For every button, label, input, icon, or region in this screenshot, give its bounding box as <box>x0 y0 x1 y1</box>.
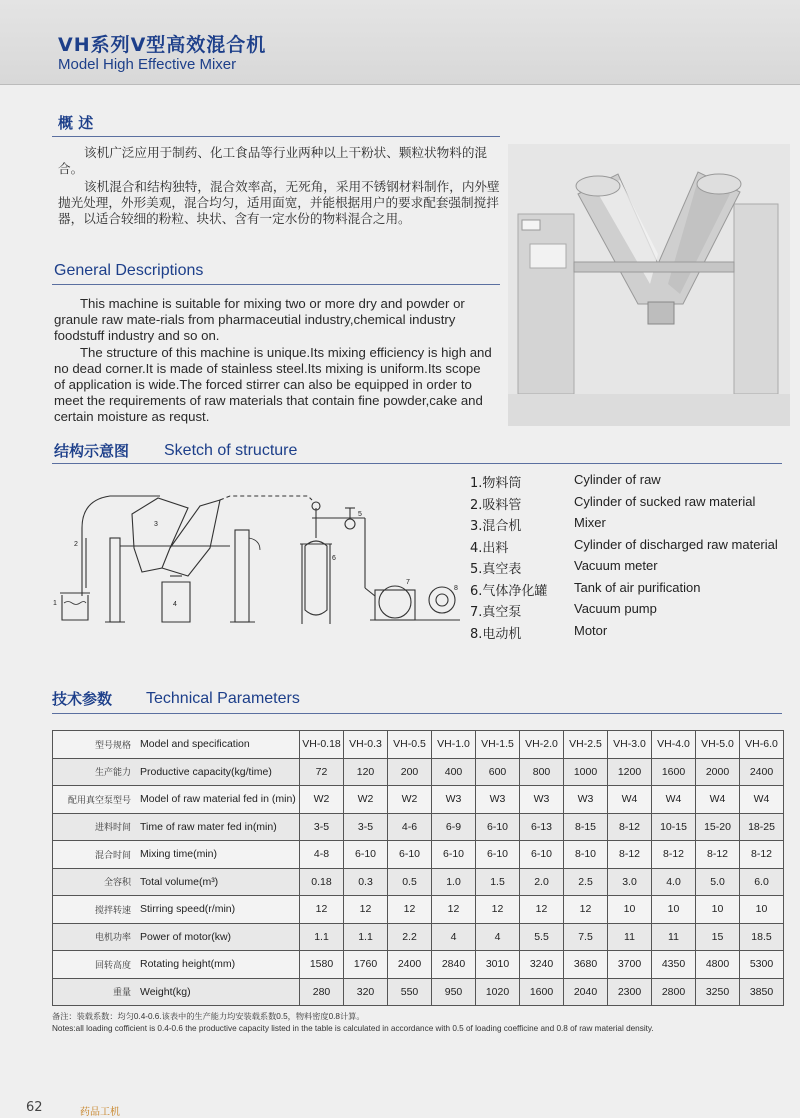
table-cell: W4 <box>740 786 784 814</box>
row-label-en: Time of raw mater fed in(min) <box>135 813 300 841</box>
sketch-label-4: 4 <box>173 601 177 608</box>
general-para-1: This machine is suitable for mixing two or more dry and powder or granule raw mate-rials from pharmaceutial industry,chemical industry foodstuff industry and so on. <box>54 296 465 344</box>
legend-item <box>468 494 788 514</box>
table-cell: 2000 <box>696 758 740 786</box>
table-cell: 15-20 <box>696 813 740 841</box>
legend-item-en: Vacuum meter <box>574 558 658 573</box>
table-cell: 12 <box>300 896 344 924</box>
row-label-en: Rotating height(mm) <box>135 951 300 979</box>
row-label-en: Model and specification <box>135 731 300 759</box>
table-cell: 3-5 <box>344 813 388 841</box>
table-cell: VH-6.0 <box>740 731 784 759</box>
row-label-en: Power of motor(kw) <box>135 923 300 951</box>
table-cell: VH-2.0 <box>520 731 564 759</box>
general-para-2: The structure of this machine is unique.Its mixing efficiency is high and no dead corner.It is made of stainless steel.Its mixing is uniform.Its scope of application is wide.The forced stirrer can also be equipped in order to meet the requirements of raw materials that contain fine powder,cake and certain moisture as requst. <box>54 344 492 425</box>
table-cell: 10 <box>608 896 652 924</box>
table-cell: 3700 <box>608 951 652 979</box>
table-row <box>53 758 784 786</box>
table-cell: 10 <box>696 896 740 924</box>
table-cell: 0.5 <box>388 868 432 896</box>
legend-item-cn: 8.电动机 <box>470 626 522 642</box>
table-cell: 1.1 <box>344 923 388 951</box>
table-cell: 800 <box>520 758 564 786</box>
sketch-label-1: 1 <box>53 600 57 607</box>
legend-item-cn: 5.真空表 <box>470 562 522 577</box>
table-cell: 72 <box>300 758 344 786</box>
legend-item-en: Vacuum pump <box>574 601 657 616</box>
row-label-cn: 搅拌转速 <box>53 896 136 924</box>
table-cell: VH-0.5 <box>388 731 432 759</box>
table-cell: 8-12 <box>608 813 652 841</box>
table-cell: 6-10 <box>388 841 432 869</box>
legend-item-cn: 2.吸料管 <box>470 497 522 513</box>
row-label-en: Weight(kg) <box>135 978 300 1006</box>
footer-tab: 药品工机 <box>80 1107 120 1118</box>
table-cell: 4-8 <box>300 841 344 869</box>
page-title-en: Model High Effective Mixer <box>58 56 237 73</box>
table-cell: 6-9 <box>432 813 476 841</box>
table-cell: 2400 <box>740 758 784 786</box>
table-cell: 1000 <box>564 758 608 786</box>
page-number: 62 <box>26 1100 43 1115</box>
table-cell: 12 <box>388 896 432 924</box>
table-cell: 0.3 <box>344 868 388 896</box>
table-cell: 4 <box>432 923 476 951</box>
table-cell: 6-10 <box>476 813 520 841</box>
table-cell: 3.0 <box>608 868 652 896</box>
product-photo <box>508 144 790 426</box>
params-heading-en: Technical Parameters <box>146 690 300 707</box>
table-cell: 3850 <box>740 978 784 1006</box>
table-row <box>53 896 784 924</box>
legend-item <box>468 537 788 557</box>
table-cell: 6-10 <box>476 841 520 869</box>
table-cell: 6.0 <box>740 868 784 896</box>
overview-rule <box>52 136 500 137</box>
table-cell: 4350 <box>652 951 696 979</box>
table-cell: W2 <box>300 786 344 814</box>
table-cell: VH-2.5 <box>564 731 608 759</box>
v-mixer-illustration <box>508 144 790 426</box>
table-cell: 3-5 <box>300 813 344 841</box>
general-text <box>54 296 492 426</box>
table-cell: 11 <box>608 923 652 951</box>
table-cell: VH-1.0 <box>432 731 476 759</box>
sketch-label-8: 8 <box>454 585 458 592</box>
table-cell: 950 <box>432 978 476 1006</box>
table-cell: 2.2 <box>388 923 432 951</box>
overview-para-1: 该机广泛应用于制药、化工食品等行业两种以上干粉状、颗粒状物料的混合。 <box>58 145 487 176</box>
table-cell: 2.5 <box>564 868 608 896</box>
legend-item-en: Cylinder of discharged raw material <box>574 536 778 552</box>
table-cell: 5300 <box>740 951 784 979</box>
table-cell: 1600 <box>520 978 564 1006</box>
table-cell: 1580 <box>300 951 344 979</box>
table-cell: 400 <box>432 758 476 786</box>
row-label-cn: 混合时间 <box>53 841 136 869</box>
table-cell: 10-15 <box>652 813 696 841</box>
table-row <box>53 951 784 979</box>
table-cell: 12 <box>344 896 388 924</box>
legend-item <box>468 472 788 492</box>
table-cell: 10 <box>740 896 784 924</box>
table-cell: 6-13 <box>520 813 564 841</box>
overview-text <box>58 145 500 227</box>
table-cell: 120 <box>344 758 388 786</box>
table-cell: 2800 <box>652 978 696 1006</box>
table-cell: 6-10 <box>344 841 388 869</box>
table-cell: 8-12 <box>740 841 784 869</box>
table-cell: 2300 <box>608 978 652 1006</box>
table-cell: W3 <box>476 786 520 814</box>
legend-item-en: Motor <box>574 622 608 638</box>
table-cell: 15 <box>696 923 740 951</box>
legend-item-cn: 4.出料 <box>470 540 509 556</box>
table-cell: 18.5 <box>740 923 784 951</box>
row-label-cn: 电机功率 <box>53 923 136 951</box>
table-row <box>53 923 784 951</box>
table-cell: 8-12 <box>608 841 652 869</box>
row-label-cn: 回转高度 <box>53 951 136 979</box>
table-cell: 3010 <box>476 951 520 979</box>
table-cell: 12 <box>476 896 520 924</box>
table-cell: VH-4.0 <box>652 731 696 759</box>
table-cell: W3 <box>520 786 564 814</box>
legend-item <box>468 515 788 535</box>
legend-item-en: Cylinder of sucked raw material <box>574 493 756 509</box>
legend-item <box>468 558 788 578</box>
table-cell: 4.0 <box>652 868 696 896</box>
note-cn: 备注：装载系数：均匀0.4-0.6.该表中的生产能力均安装载系数0.5，物料密度0.8计算。 <box>52 1012 365 1021</box>
table-cell: 1760 <box>344 951 388 979</box>
table-cell: 4 <box>476 923 520 951</box>
page-header <box>0 0 800 85</box>
table-cell: 600 <box>476 758 520 786</box>
table-cell: VH-1.5 <box>476 731 520 759</box>
table-cell: 1600 <box>652 758 696 786</box>
table-cell: 2400 <box>388 951 432 979</box>
table-cell: 10 <box>652 896 696 924</box>
table-cell: 280 <box>300 978 344 1006</box>
row-label-en: Total volume(m³) <box>135 868 300 896</box>
legend-item-cn: 6.气体净化罐 <box>470 583 548 599</box>
table-cell: 12 <box>432 896 476 924</box>
legend-item-cn: 3.混合机 <box>470 519 522 534</box>
table-cell: 1.5 <box>476 868 520 896</box>
table-cell: 1.1 <box>300 923 344 951</box>
table-cell: VH-0.18 <box>300 731 344 759</box>
sketch-label-5: 5 <box>358 511 362 518</box>
table-cell: 12 <box>564 896 608 924</box>
table-cell: W4 <box>696 786 740 814</box>
table-cell: 8-15 <box>564 813 608 841</box>
table-cell: 3250 <box>696 978 740 1006</box>
legend-item <box>468 623 788 643</box>
structure-sketch <box>50 478 470 628</box>
table-row <box>53 786 784 814</box>
table-cell: VH-5.0 <box>696 731 740 759</box>
params-heading-cn: 技术参数 <box>52 690 113 708</box>
table-cell: 4800 <box>696 951 740 979</box>
table-cell: 8-12 <box>652 841 696 869</box>
row-label-en: Mixing time(min) <box>135 841 300 869</box>
general-rule <box>52 284 500 285</box>
row-label-cn: 配用真空泵型号 <box>53 786 136 814</box>
params-rule <box>52 713 782 714</box>
table-cell: 0.18 <box>300 868 344 896</box>
row-label-cn: 型号规格 <box>53 731 136 759</box>
sketch-label-3: 3 <box>154 521 158 528</box>
table-cell: 2.0 <box>520 868 564 896</box>
parameters-table <box>52 730 784 1006</box>
general-heading: General Descriptions <box>54 262 204 279</box>
sketch-label-6: 6 <box>332 555 336 562</box>
table-cell: 1020 <box>476 978 520 1006</box>
row-label-cn: 全容积 <box>53 868 136 896</box>
table-cell: 3240 <box>520 951 564 979</box>
legend-item-en: Cylinder of raw <box>574 472 661 487</box>
legend-item-cn: 1.物料筒 <box>470 476 522 491</box>
table-cell: W2 <box>344 786 388 814</box>
page-title-cn: VH系列V型高效混合机 <box>58 34 267 56</box>
sketch-heading-en: Sketch of structure <box>164 442 298 459</box>
table-cell: 6-10 <box>432 841 476 869</box>
overview-heading: 概 述 <box>58 114 94 132</box>
legend-item <box>468 601 788 621</box>
table-row <box>53 868 784 896</box>
sketch-label-7: 7 <box>406 579 410 586</box>
table-cell: W4 <box>608 786 652 814</box>
table-cell: W4 <box>652 786 696 814</box>
table-cell: 8-12 <box>696 841 740 869</box>
row-label-cn: 进料时间 <box>53 813 136 841</box>
legend-item-en: Tank of air purification <box>574 579 701 595</box>
table-row <box>53 841 784 869</box>
table-cell: 200 <box>388 758 432 786</box>
sketch-rule <box>52 463 782 464</box>
table-cell: W2 <box>388 786 432 814</box>
table-cell: 12 <box>520 896 564 924</box>
table-cell: 2840 <box>432 951 476 979</box>
table-cell: 3680 <box>564 951 608 979</box>
row-label-en: Productive capacity(kg/time) <box>135 758 300 786</box>
table-row <box>53 813 784 841</box>
row-label-cn: 生产能力 <box>53 758 136 786</box>
sketch-heading-cn: 结构示意图 <box>54 442 130 460</box>
table-cell: 8-10 <box>564 841 608 869</box>
row-label-cn: 重量 <box>53 978 136 1006</box>
table-row <box>53 978 784 1006</box>
table-cell: VH-0.3 <box>344 731 388 759</box>
table-cell: 6-10 <box>520 841 564 869</box>
table-cell: 18-25 <box>740 813 784 841</box>
legend-item-en: Mixer <box>574 515 606 530</box>
table-cell: W3 <box>432 786 476 814</box>
table-cell: 320 <box>344 978 388 1006</box>
legend-item-cn: 7.真空泵 <box>470 605 522 620</box>
table-cell: 1200 <box>608 758 652 786</box>
table-cell: 550 <box>388 978 432 1006</box>
table-cell: 4-6 <box>388 813 432 841</box>
table-cell: VH-3.0 <box>608 731 652 759</box>
table-cell: 5.0 <box>696 868 740 896</box>
row-label-en: Stirring speed(r/min) <box>135 896 300 924</box>
table-cell: 7.5 <box>564 923 608 951</box>
overview-para-2: 该机混合和结构独特，混合效率高，无死角，采用不锈钢材料制作，内外壁抛光处理，外形美观，混合均匀，适用面宽，并能根据用户的要求配套强制搅拌器，以适合较细的粉粒、块状、含有一定水份的物料混合之用。 <box>58 179 500 226</box>
sketch-label-2: 2 <box>74 541 78 548</box>
row-label-en: Model of raw material fed in (min) <box>135 786 300 814</box>
table-cell: 11 <box>652 923 696 951</box>
table-row <box>53 731 784 759</box>
legend-item <box>468 580 788 600</box>
table-cell: W3 <box>564 786 608 814</box>
table-cell: 1.0 <box>432 868 476 896</box>
table-cell: 5.5 <box>520 923 564 951</box>
note-en: Notes:all loading cofficient is 0.4-0.6 the productive capacity listed in the table is calculated in accordance with 0.5 of loading coefficine and 0.8 of raw material density. <box>52 1024 654 1033</box>
table-cell: 2040 <box>564 978 608 1006</box>
